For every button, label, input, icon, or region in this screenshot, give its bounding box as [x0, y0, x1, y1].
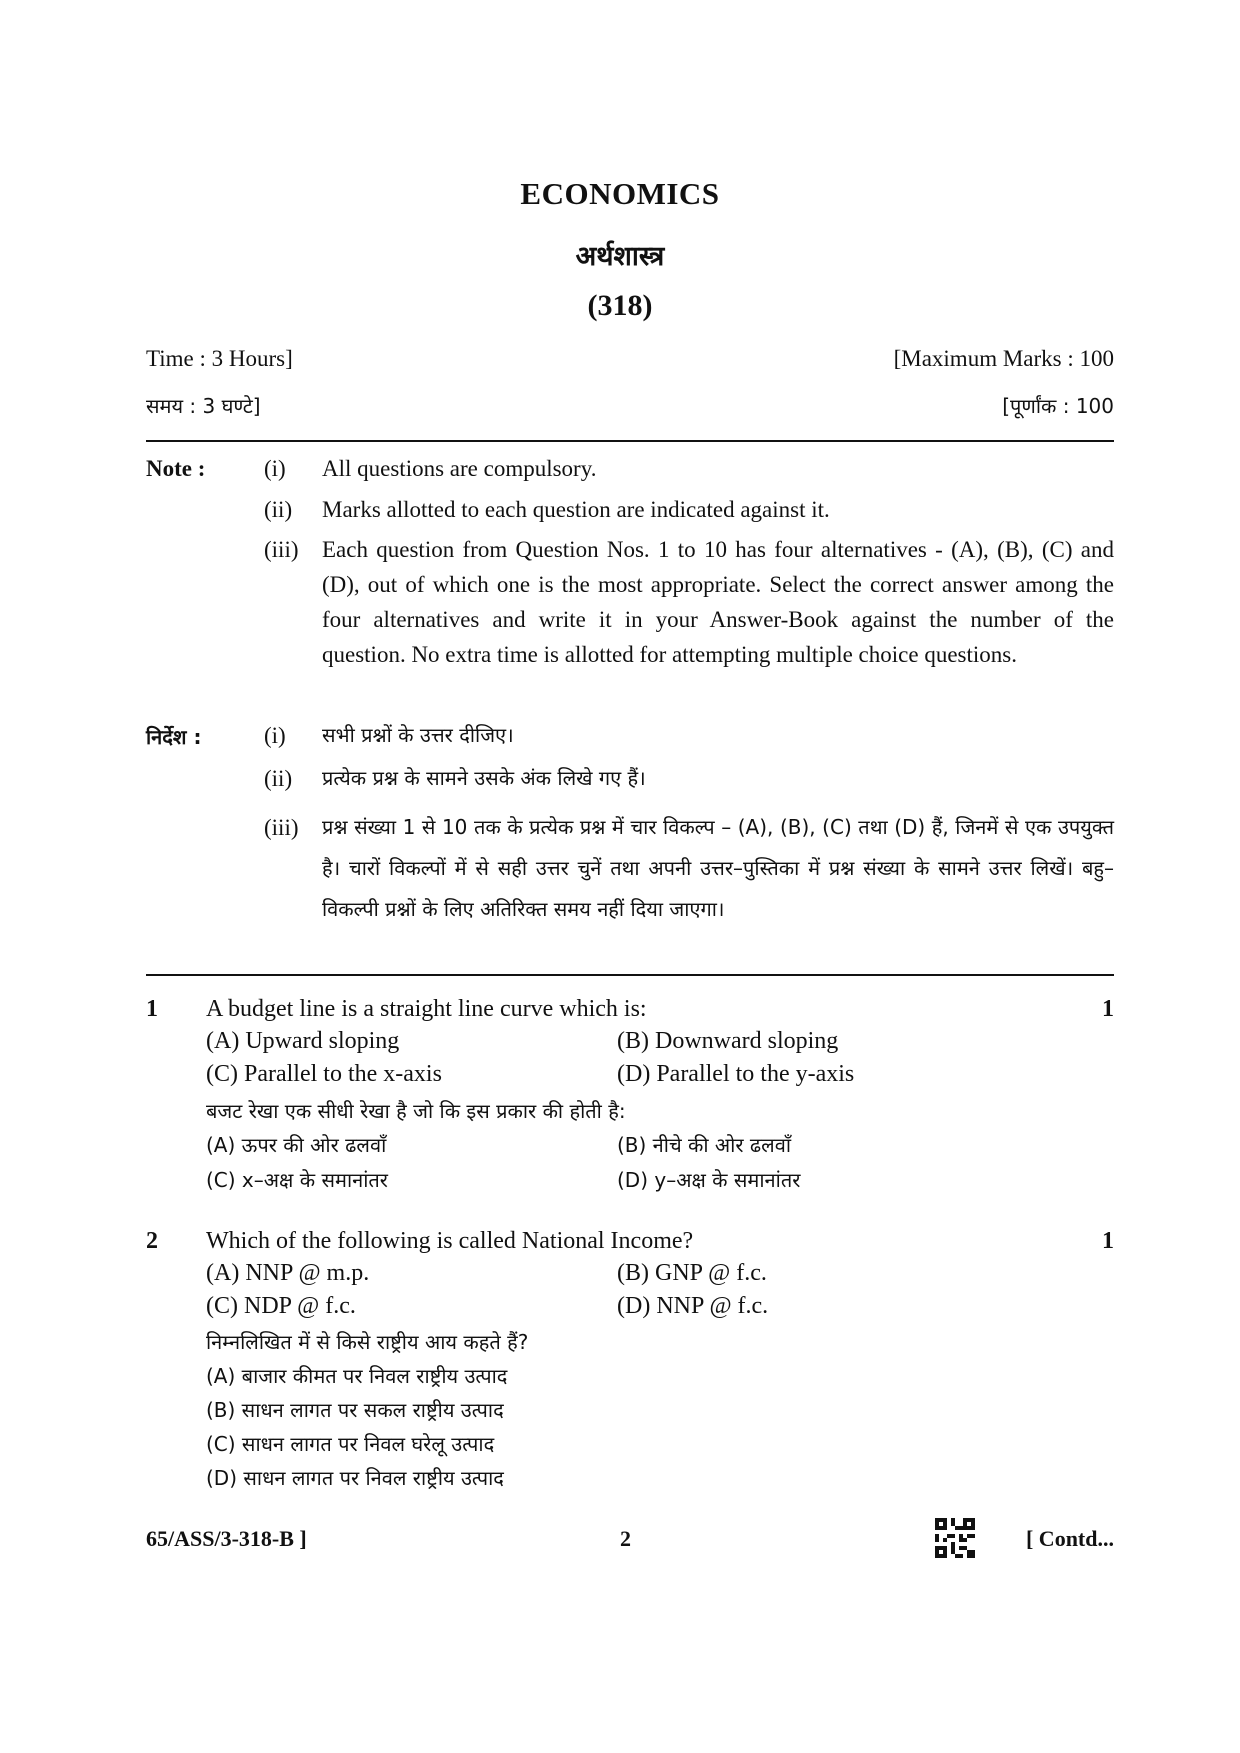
option-a: (A) NNP @ m.p. — [206, 1260, 370, 1286]
option-d: (D) NNP @ f.c. — [617, 1293, 769, 1319]
note-label-hindi: निर्देश : — [146, 725, 202, 749]
option-c-hindi: (C) x–अक्ष के समानांतर — [206, 1168, 388, 1192]
note-item-number: (ii) — [264, 497, 293, 522]
option-c: (C) NDP @ f.c. — [206, 1293, 356, 1319]
question-number: 2 — [146, 1228, 158, 1254]
option-b-hindi: (B) साधन लागत पर सकल राष्ट्रीय उत्पाद — [206, 1398, 504, 1422]
max-marks-en: [Maximum Marks : 100 — [893, 346, 1114, 371]
option-c-hindi: (C) साधन लागत पर निवल घरेलू उत्पाद — [206, 1432, 495, 1456]
question-marks: 1 — [1102, 1228, 1114, 1254]
qr-code-icon — [935, 1518, 975, 1558]
option-b: (B) Downward sloping — [617, 1028, 839, 1054]
note-item-number: (iii) — [264, 815, 299, 840]
paper-title: ECONOMICS — [520, 176, 720, 211]
question-marks: 1 — [1102, 996, 1114, 1022]
note-item-number: (ii) — [264, 766, 293, 791]
option-d-hindi: (D) y–अक्ष के समानांतर — [617, 1168, 801, 1192]
question-text: Which of the following is called National Income? — [206, 1228, 694, 1254]
question-text-hindi: निम्नलिखित में से किसे राष्ट्रीय आय कहते हैं? — [206, 1330, 529, 1354]
time-en: Time : 3 Hours] — [146, 346, 293, 371]
max-marks-hi: [पूर्णांक : 100 — [1002, 394, 1114, 418]
note-item-number: (iii) — [264, 537, 299, 562]
footer-paper-code: 65/ASS/3-318-B ] — [146, 1526, 307, 1551]
paper-code: (318) — [587, 289, 653, 322]
option-d-hindi: (D) साधन लागत पर निवल राष्ट्रीय उत्पाद — [206, 1466, 504, 1490]
note-label: Note : — [146, 456, 206, 481]
option-d: (D) Parallel to the y-axis — [617, 1061, 855, 1087]
continued-label: [ Contd... — [1025, 1526, 1114, 1551]
note-item-text: Marks allotted to each question are indicated against it. — [322, 497, 830, 522]
option-b-hindi: (B) नीचे की ओर ढलवाँ — [617, 1133, 792, 1157]
option-b: (B) GNP @ f.c. — [617, 1260, 767, 1286]
note-item-text-hindi: प्रत्येक प्रश्न के सामने उसके अंक लिखे गए हैं। — [322, 766, 646, 790]
option-a-hindi: (A) बाजार कीमत पर निवल राष्ट्रीय उत्पाद — [206, 1364, 508, 1388]
note-item-text: Each question from Question Nos. 1 to 10 has four alternatives - (A), (B), (C) and (D), out of which one is the most appropriate. Select the correct answer among the four alternatives and write it in your Answer-Book against the number of the question. No extra time is allotted for attempting multiple choice questions. — [322, 537, 1114, 667]
page-number: 2 — [620, 1526, 631, 1551]
note-item-text: All questions are compulsory. — [322, 456, 597, 481]
paper-title-hindi: अर्थशास्त्र — [575, 241, 665, 272]
option-a: (A) Upward sloping — [206, 1028, 400, 1054]
question-number: 1 — [146, 996, 158, 1022]
note-item-number: (i) — [264, 456, 286, 481]
note-item-text-hindi: प्रश्न संख्या 1 से 10 तक के प्रत्येक प्रश्न में चार विकल्प – (A), (B), (C) तथा (D) हैं, जिनमें से एक उपयुक्त है। चारों विकल्पों में से सही उत्तर चुनें तथा अपनी उत्तर–पुस्तिका में प्रश्न संख्या के सामने उत्तर लिखें। बहु–विकल्पी प्रश्नों के लिए अतिरिक्त समय नहीं दिया जाएगा। — [322, 815, 1114, 921]
option-c: (C) Parallel to the x-axis — [206, 1061, 442, 1087]
divider-middle — [146, 974, 1114, 976]
time-hi: समय : 3 घण्टे] — [146, 394, 261, 418]
note-item-number: (i) — [264, 723, 286, 748]
note-item-text-hindi: सभी प्रश्नों के उत्तर दीजिए। — [322, 723, 514, 747]
question-text: A budget line is a straight line curve which is: — [206, 996, 647, 1022]
option-a-hindi: (A) ऊपर की ओर ढलवाँ — [206, 1133, 387, 1157]
divider-top — [146, 440, 1114, 442]
question-text-hindi: बजट रेखा एक सीधी रेखा है जो कि इस प्रकार की होती है: — [206, 1099, 626, 1123]
